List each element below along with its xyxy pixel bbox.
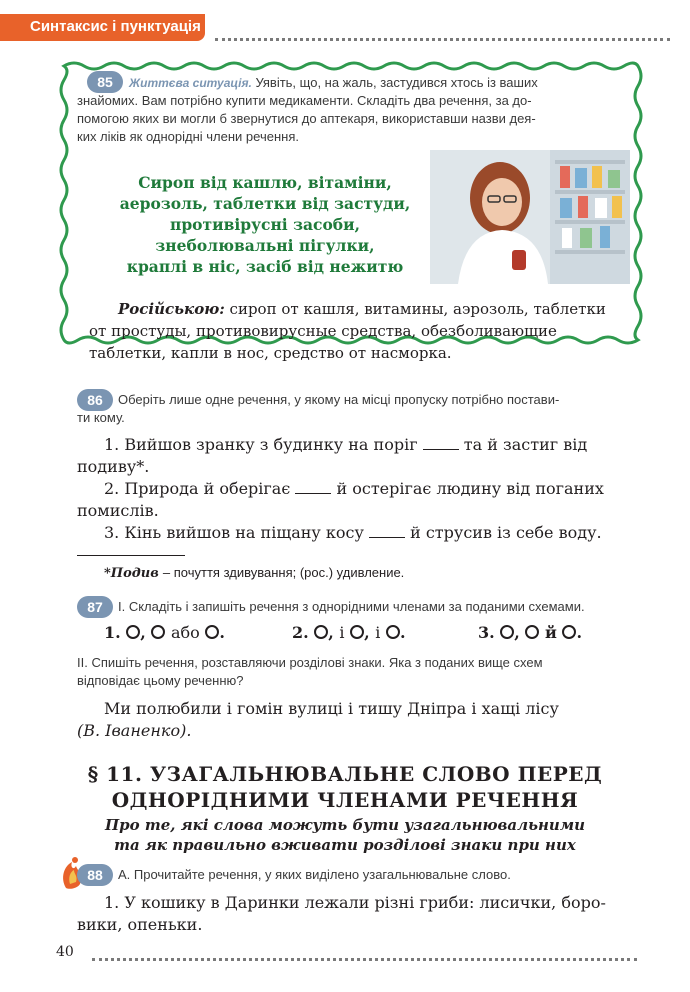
scheme-circle	[350, 625, 364, 639]
footnote-word: *Подив	[104, 566, 159, 581]
exercise-85-task-line: ких ліків як однорідні члени речення.	[77, 129, 299, 144]
exercise-85-task-line: помогою яких ви могли б звернутися до аптекаря, використавши назви дея-	[77, 111, 536, 126]
page-number: 40	[56, 944, 74, 960]
gap-blank	[369, 525, 405, 538]
section-header-title: Синтаксис і пунктуація	[30, 18, 201, 35]
gap-blank	[423, 437, 459, 450]
exercise-85-russian-line: от простуды, противовирусные средства, обезболивающие	[89, 322, 557, 340]
exercise-88-task: А. Прочитайте речення, у яких виділено узагальнювальне слово.	[118, 867, 511, 882]
exercise-86-sentence-2-wrap: помислів.	[77, 501, 159, 520]
exercise-87-task-2-line: ІІ. Спишіть речення, розставляючи розділові знаки. Яка з поданих вище схем	[77, 655, 543, 670]
scheme-circle	[386, 625, 400, 639]
exercise-86-number: 86	[77, 389, 113, 411]
scheme-1: 1. , або .	[104, 623, 225, 642]
section-subtitle-line: Про те, які слова можуть бути узагальнювальними	[105, 816, 585, 834]
scheme-circle	[525, 625, 539, 639]
scheme-circle	[314, 625, 328, 639]
exercise-85-russian-line: таблетки, капли в нос, средство от насморка.	[89, 344, 452, 362]
exercise-86-sentence-1-end: та й застиг від	[463, 435, 588, 454]
exercise-86-sentence-3: 3. Кінь вийшов на піщану косу	[104, 523, 364, 542]
exercise-86-sentence-3-end: й струсив із себе воду.	[410, 523, 602, 542]
scheme-conjunction: і	[375, 623, 381, 642]
footnote-definition: – почуття здивування; (рос.) удивление.	[162, 565, 405, 580]
exercise-87-sentence-author: (В. Іваненко).	[77, 721, 192, 740]
verse-line: аерозоль, таблетки від застуди,	[119, 194, 411, 213]
exercise-87-task-1: І. Складіть і запишіть речення з однорідними членами за поданими схемами.	[118, 599, 585, 614]
exercise-86-sentence-1: 1. Вийшов зранку з будинку на поріг	[104, 435, 418, 454]
scheme-conjunction: й	[545, 623, 557, 642]
exercise-86-sentence-2: 2. Природа й оберігає	[104, 479, 291, 498]
section-title-line: § 11. УЗАГАЛЬНЮВАЛЬНЕ СЛОВО ПЕРЕД	[87, 762, 603, 786]
footer-dotted-rule	[92, 958, 637, 961]
pharmacist-photo	[430, 150, 630, 284]
verse-line: краплі в ніс, засіб від нежитю	[126, 257, 404, 276]
header-dotted-rule	[215, 38, 670, 41]
exercise-88-number: 88	[77, 864, 113, 886]
scheme-number: 2.	[292, 623, 309, 642]
verse-line: противірусні засоби,	[169, 215, 361, 234]
exercise-86-task-line: Оберіть лише одне речення, у якому на місці пропуску потрібно постави-	[118, 392, 560, 407]
scheme-circle	[126, 625, 140, 639]
scheme-conjunction: або	[171, 623, 200, 642]
verse-line: знеболювальні пігулки,	[155, 236, 375, 255]
exercise-86-sentence-1-wrap: подиву*.	[77, 457, 150, 476]
scheme-conjunction: і	[339, 623, 345, 642]
scheme-circle	[151, 625, 165, 639]
exercise-85-task-line: знайомих. Вам потрібно купити медикаменти. Складіть два речення, за до-	[77, 93, 532, 108]
scheme-circle	[562, 625, 576, 639]
exercise-85-label: Життєва ситуація.	[129, 76, 252, 90]
scheme-circle	[205, 625, 219, 639]
exercise-88-sentence-1: 1. У кошику в Даринки лежали різні гриби: лисички, боро-	[104, 893, 606, 912]
exercise-87-sentence: Ми полюбили і гомін вулиці і тишу Дніпра і хащі лісу	[104, 699, 559, 718]
exercise-88-sentence-1-wrap: вики, опеньки.	[77, 915, 203, 934]
exercise-87-task-2-line: відповідає цьому реченню?	[77, 673, 244, 688]
exercise-86-sentence-2-end: й остерігає людину від поганих	[336, 479, 604, 498]
exercise-85-medicine-list	[110, 172, 420, 277]
section-title-line: ОДНОРІДНИМИ ЧЛЕНАМИ РЕЧЕННЯ	[111, 788, 579, 812]
section-subtitle-line: та як правильно вживати розділові знаки при них	[114, 836, 576, 854]
scheme-3: 3. , й .	[478, 623, 583, 642]
exercise-85-russian-line: сироп от кашля, витамины, аэрозоль, таблетки	[229, 300, 606, 318]
footnote-rule	[77, 555, 185, 556]
scheme-number: 1.	[104, 623, 121, 642]
scheme-circle	[500, 625, 514, 639]
exercise-86-task-line: ти кому.	[77, 410, 125, 425]
exercise-85-russian-label: Російською:	[118, 300, 225, 318]
scheme-2: 2. , і , і .	[292, 623, 406, 642]
scheme-number: 3.	[478, 623, 495, 642]
verse-line: Сироп від кашлю, вітаміни,	[138, 173, 392, 192]
exercise-85-number: 85	[87, 71, 123, 93]
gap-blank	[295, 481, 331, 494]
exercise-87-number: 87	[77, 596, 113, 618]
exercise-85-task-line: Уявіть, що, на жаль, застудився хтось із ваших	[255, 75, 538, 90]
